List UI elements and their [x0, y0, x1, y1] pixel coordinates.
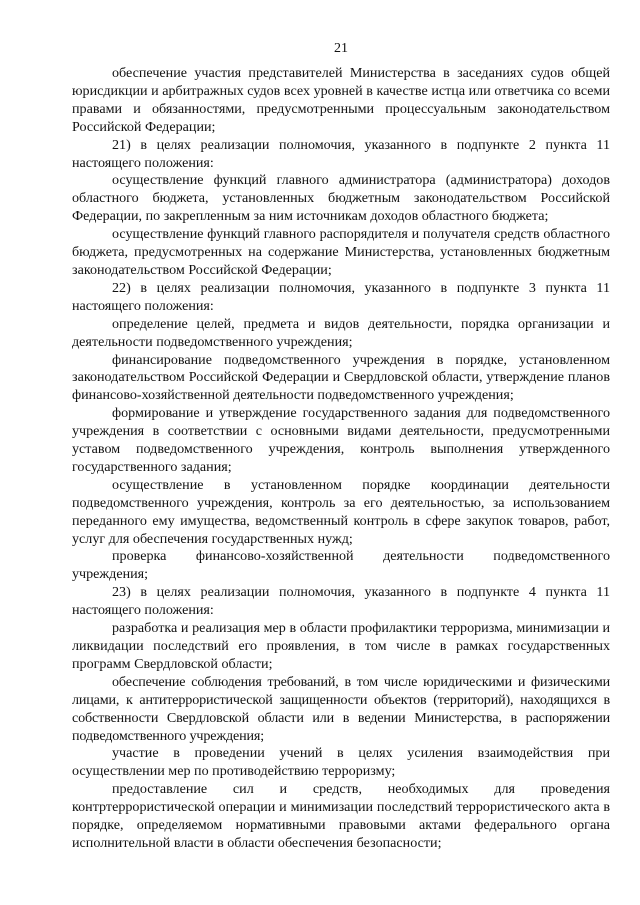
paragraph-financing: финансирование подведомственного учреждения в порядке, установленном законодательством Российской Федерации и Свердловской области, утверждение планов финансово-хозяйственной деятельности подведомственного учреждения; — [72, 351, 610, 404]
paragraph-item-21: 21) в целях реализации полномочия, указанного в подпункте 2 пункта 11 настоящего положения: — [72, 136, 610, 171]
paragraph-item-22: 22) в целях реализации полномочия, указанного в подпункте 3 пункта 11 настоящего положения: — [72, 279, 610, 314]
paragraph-court-participation: обеспечение участия представителей Министерства в заседаниях судов общей юрисдикции и арбитражных судов всех уровней в качестве истца или ответчика со всеми правами и обязанностями, предусмотренными процессуальным законодательством Российской Федерации; — [72, 65, 610, 135]
paragraph-item-23: 23) в целях реализации полномочия, указанного в подпункте 4 пункта 11 настоящего положения: — [72, 584, 610, 619]
paragraph-audit: проверка финансово-хозяйственной деятельности подведомственного учреждения; — [72, 548, 610, 583]
document-page — [72, 40, 610, 853]
paragraph-antiterror-security: обеспечение соблюдения требований, в том числе юридическими и физическими лицами, к антитеррористической защищенности объектов (территорий), находящихся в собственности Свердловской области или в ведении Министерства, в распоряжении подведомственного учреждения; — [72, 673, 610, 744]
paragraph-forces-provision: предоставление сил и средств, необходимых для проведения контртеррористической операции и минимизации последствий террористического акта в порядке, определяемом нормативными правовыми актами федерального органа исполнительной власти в области обеспечения безопасности; — [72, 781, 610, 851]
paragraph-goals-definition: определение целей, предмета и видов деятельности, порядка организации и деятельности подведомственного учреждения; — [72, 315, 610, 350]
page-number: 21 — [334, 41, 348, 56]
paragraph-state-assignment: формирование и утверждение государственного задания для подведомственного учреждения в соответствии с основными видами деятельности, предусмотренными уставом подведомственного учреждения, контроль выполнения утвержденного государственного задания; — [72, 405, 610, 475]
paragraph-revenue-administrator: осуществление функций главного администратора (администратора) доходов областного бюджета, установленных бюджетным законодательством Российской Федерации, по закрепленным за ним источникам доходов областного бюджета; — [72, 172, 610, 225]
paragraph-terrorism-prevention: разработка и реализация мер в области профилактики терроризма, минимизации и ликвидации последствий его проявления, в том числе в рамках государственных программ Свердловской области; — [72, 620, 610, 672]
paragraph-budget-distributor: осуществление функций главного распорядителя и получателя средств областного бюджета, предусмотренных на содержание Министерства, установленных бюджетным законодательством Российской Федерации; — [72, 226, 610, 278]
paragraph-exercises: участие в проведении учений в целях усиления взаимодействия при осуществлении мер по противодействию терроризму; — [72, 745, 610, 780]
paragraph-coordination: осуществление в установленном порядке координации деятельности подведомственного учреждения, контроль за его деятельностью, за использованием переданного ему имущества, ведомственный контроль в сфере закупок товаров, работ, услуг для обеспечения государственных нужд; — [72, 476, 610, 547]
